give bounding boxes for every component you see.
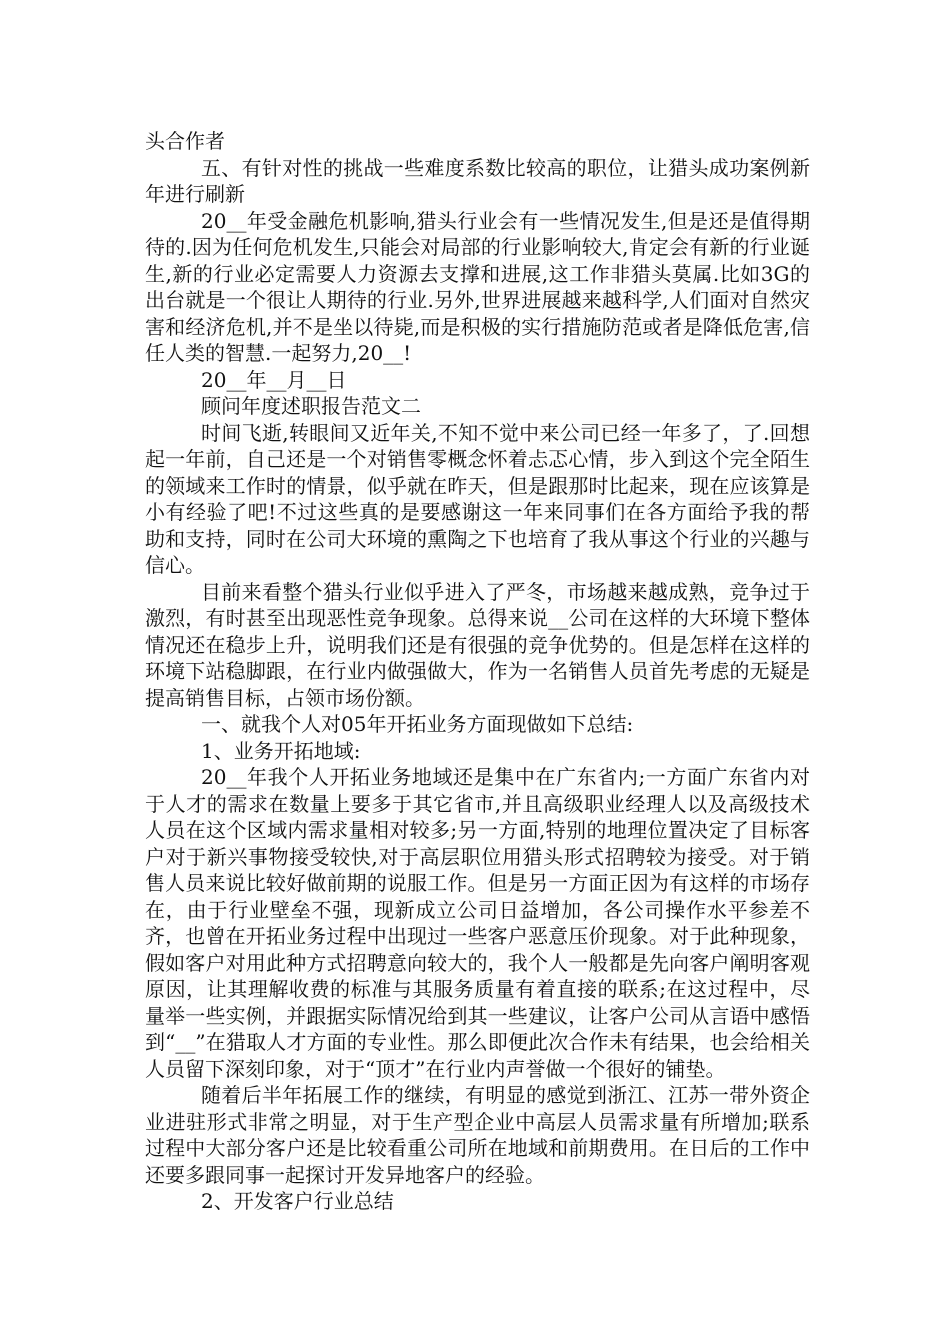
subheading-region: 1、业务开拓地域: xyxy=(201,738,361,763)
paragraph-expansion: 随着后半年拓展工作的继续，有明显的感觉到浙江、江苏一带外资企业进驻形式非常之明显，对于生产型企业中高层人员需求量有所增加;联系过程中大部分客户还是比较看重公司所在地域和前期费用。在日后的工作中还要多跟同事一起探讨开发异地客户的经验。 xyxy=(145,1083,810,1187)
section-heading-five: 五、有针对性的挑战一些难度系数比较高的职位，让猎头成功案例新年进行刷新 xyxy=(145,155,810,206)
paragraph-continuation: 头合作者 xyxy=(145,129,225,153)
paragraph-outlook: 20__年受金融危机影响,猎头行业会有一些情况发生,但是还是值得期待的.因为任何危机发生,只能会对局部的行业影响较大,肯定会有新的行业诞生,新的行业必定需要人力资源去支撑和进展,这工作非猎头莫属.比如3G的出台就是一个很让人期待的行业.另外,世界进展越来越科学,人们面对自然灾害和经济危机,并不是坐以待毙,而是积极的实行措施防范或者是降低危害,信任人类的智慧.一起努力,20__! xyxy=(145,208,810,365)
subheading-clients: 2、开发客户行业总结 xyxy=(201,1189,394,1213)
report-title: 顾问年度述职报告范文二 xyxy=(201,394,421,418)
paragraph-intro: 时间飞逝,转眼间又近年关,不知不觉中来公司已经一年多了，了.回想起一年前，自己还是一个对销售零概念怀着忐忑心情，步入到这个完全陌生的领域来工作时的情景，似乎就在昨天，但是跟那时比起来，现在应该算是小有经验了吧!不过这些真的是要感谢这一年来同事们在各方面给予我的帮助和支持，同时在公司大环境的熏陶之下也培育了我从事这个行业的兴趣与信心。 xyxy=(145,420,810,577)
paragraph-region: 20__年我个人开拓业务地域还是集中在广东省内;一方面广东省内对于人才的需求在数量上要多于其它省市,并且高级职业经理人以及高级技术人员在这个区域内需求量相对较多;另一方面,特别的地理位置决定了目标客户对于新兴事物接受较快,对于高层职位用猎头形式招聘较为接受。对于销售人员来说比较好做前期的说服工作。但是另一方面正因为有这样的市场存在，由于行业壁垒不强，现新成立公司日益增加，各公司操作水平参差不齐，也曾在开拓业务过程中出现过一些客户恶意压价现象。对于此种现象，假如客户对用此种方式招聘意向较大的，我个人一般都是先向客户阐明客观原因，让其理解收费的标准与其服务质量有着直接的联系;在这过程中，尽量举一些实例，并跟据实际情况给到其一些建议，让客户公司从言语中感悟到“__”在猎取人才方面的专业性。那么即便此次合作未有结果，也会给相关人员留下深刻印象，对于“顶才”在行业内声誉做一个很好的铺垫。 xyxy=(145,765,810,1081)
document-page xyxy=(145,128,810,1215)
section-heading-one: 一、就我个人对05年开拓业务方面现做如下总结: xyxy=(201,712,634,736)
date-line: 20__年__月__日 xyxy=(201,367,347,392)
paragraph-industry: 目前来看整个猎头行业似乎进入了严冬，市场越来越成熟，竞争过于激烈，有时甚至出现恶性竞争现象。总得来说__公司在这样的大环境下整体情况还在稳步上升，说明我们还是有很强的竞争优势的。但是怎样在这样的环境下站稳脚跟，在行业内做强做大，作为一名销售人员首先考虑的无疑是提高销售目标，占领市场份额。 xyxy=(145,579,810,710)
